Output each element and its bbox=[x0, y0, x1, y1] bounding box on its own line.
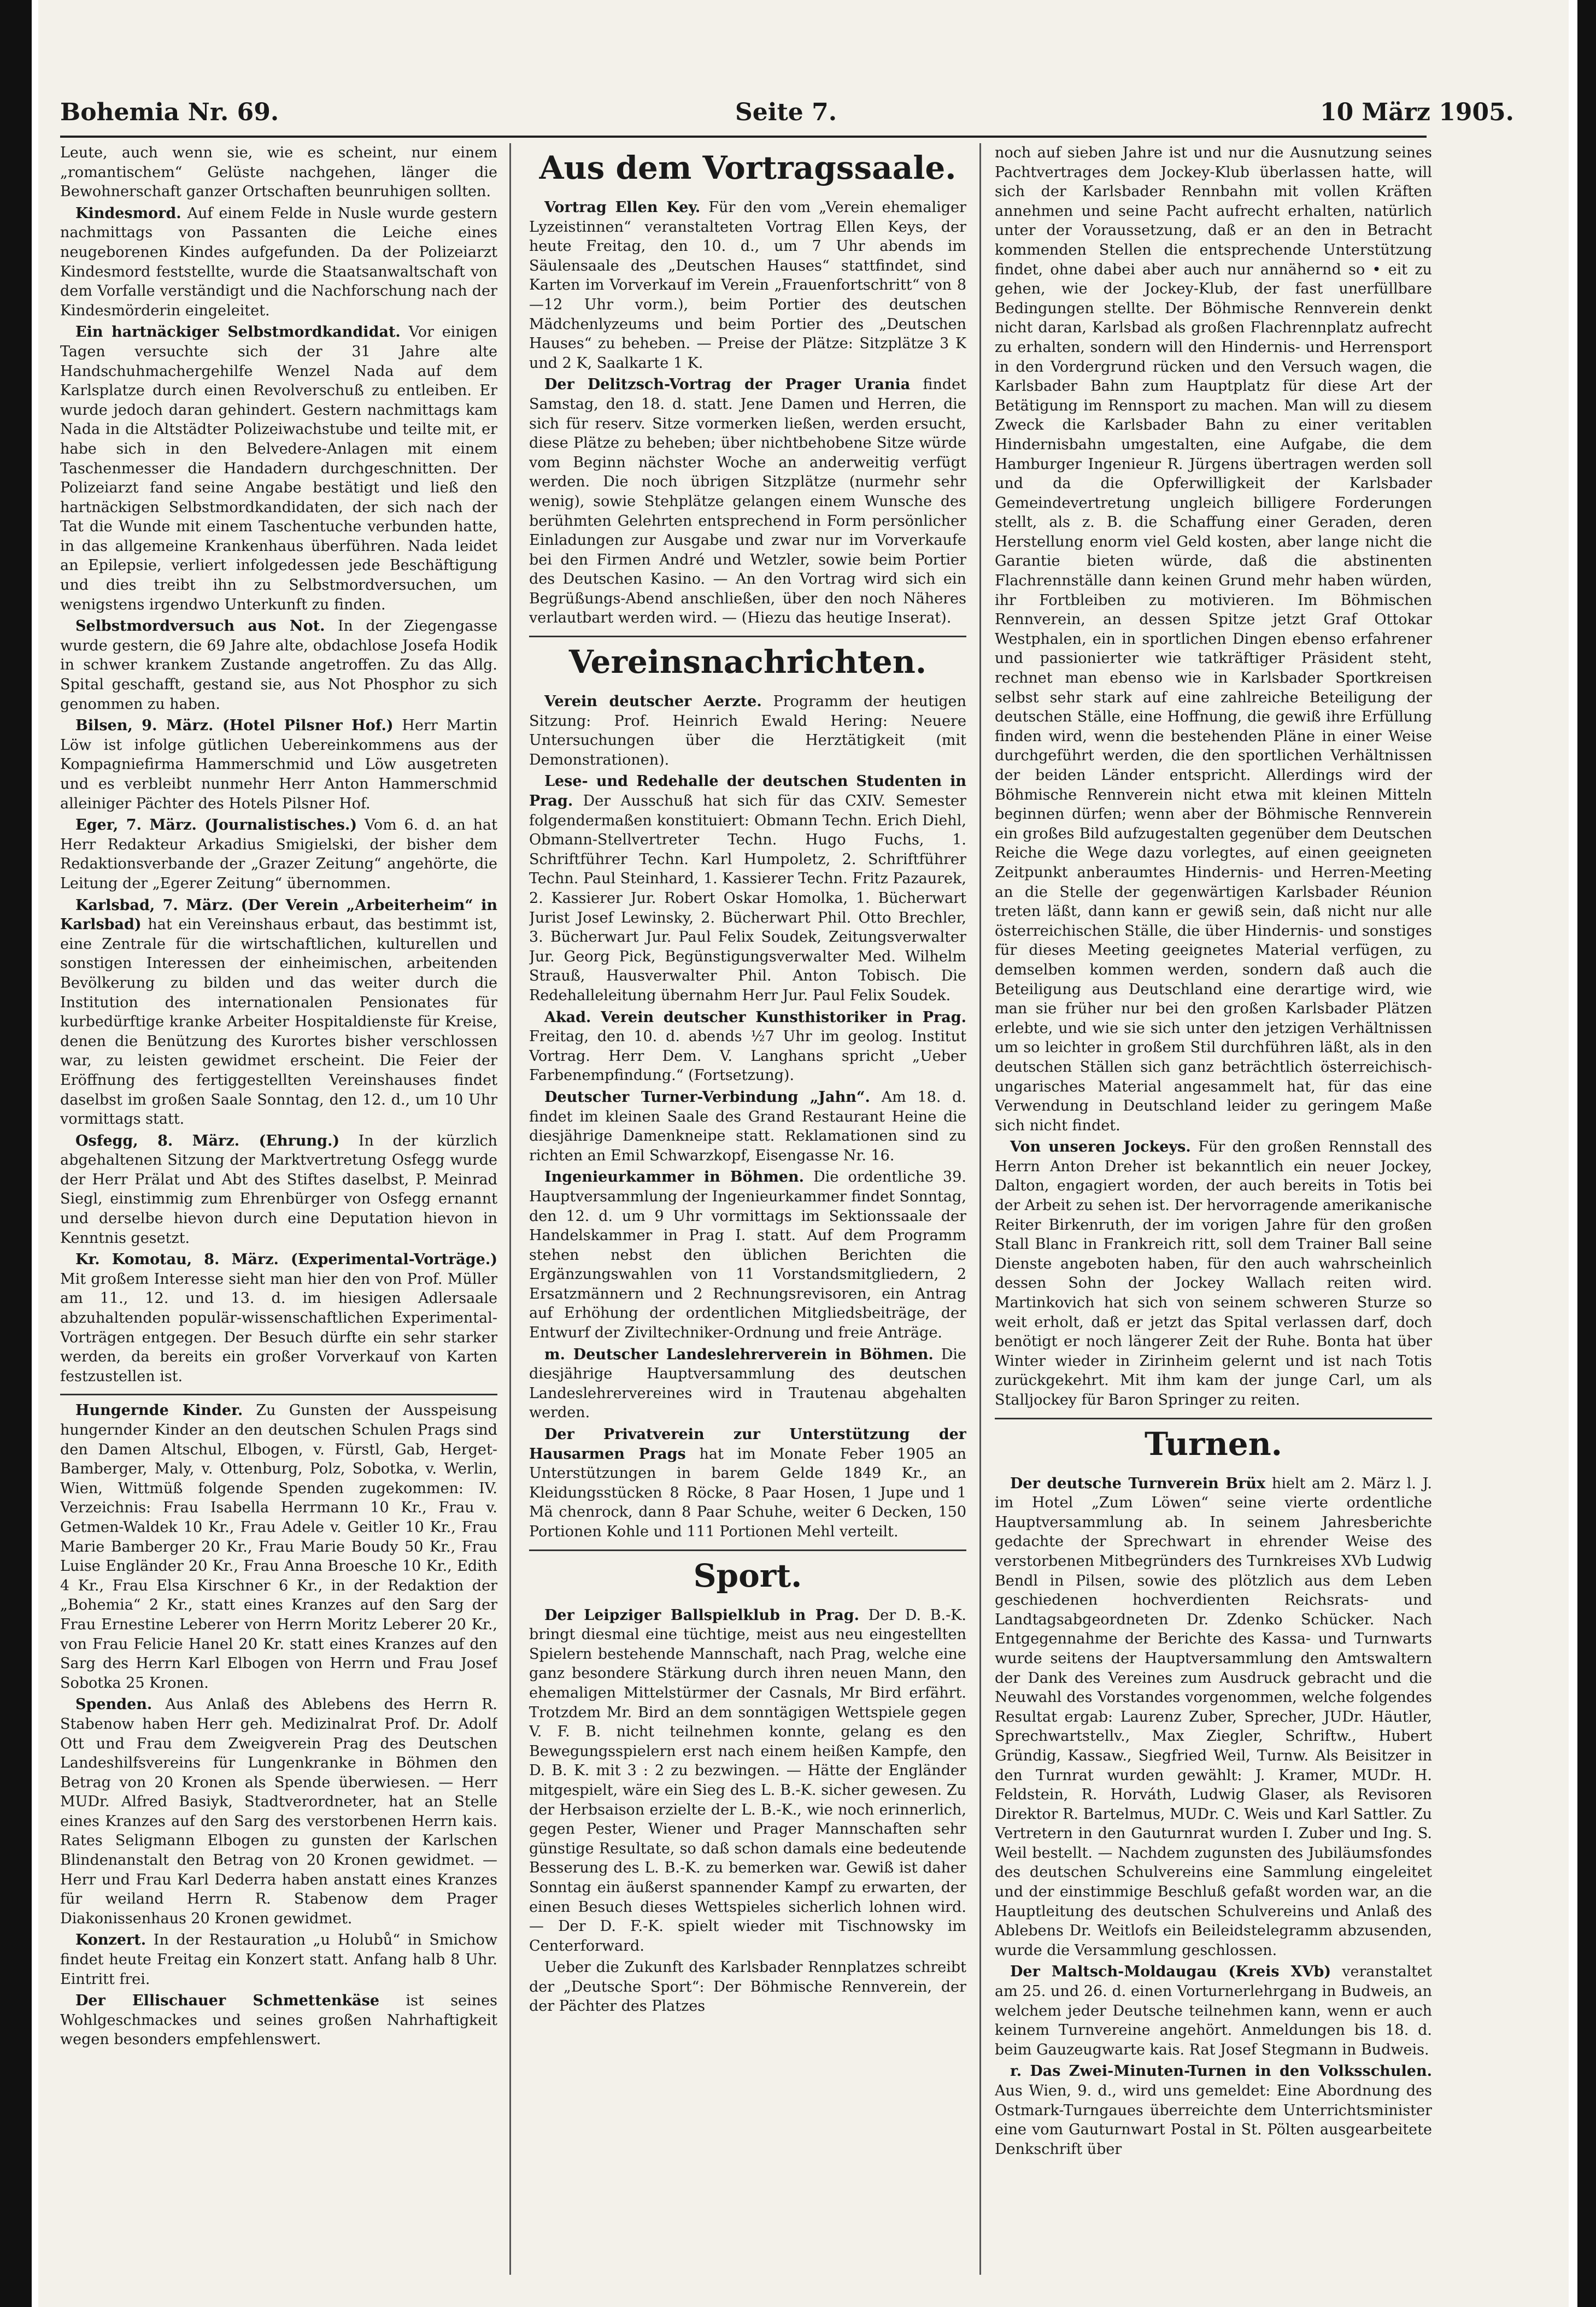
article-karlsbad: Karlsbad, 7. März. (Der Verein „Arbeiterheim“ in Karlsbad) hat ein Vereinshaus erbaut, das bestimmt ist, eine Zentrale für die wirtschaftlichen, kulturellen und sonstigen Interessen der einheimischen, arbeitenden Bevölkerung zu bilden und das weiter durch die Institution des internationalen Pensionates für kurbedürftige kranke Arbeiter Hospitaldienste für Kreise, denen die Benützung des Kurortes bisher verschlossen war, zu leisten gewidmet erscheint. Die Feier der Eröffnung des fertiggestellten Vereinshauses findet daselbst im großen Saale Sonntag, den 12. d., um 10 Uhr vormittags statt. bbox=[60, 896, 497, 1128]
section-heading-vereinsnachrichten: Vereinsnachrichten. bbox=[568, 643, 927, 681]
article-zwei-minuten-turnen: r. Das Zwei-Minuten-Turnen in den Volksschulen. Aus Wien, 9. d., wird uns gemeldet: Eine Abordnung des Ostmark-Turngaues überreichte dem Unterrichtsminister eine vom Gauturnwart Postal in St. Pölten ausgearbeitete Denkschrift über bbox=[995, 2063, 1432, 2158]
article-selbstmordversuch: Selbstmordversuch aus Not. In der Ziegengasse wurde gestern, die 69 Jahre alte, obdachlose Josefa Hodik in schwer krankem Zustande angetroffen. Zu das Allg. Spital geschafft, gestand sie, aus Not Phosphor zu sich genommen zu haben. bbox=[60, 618, 497, 713]
column-rule-1 bbox=[509, 143, 511, 2275]
article-selbstmordkandidat: Ein hartnäckiger Selbstmordkandidat. Vor einigen Tagen versuchte sich der 31 Jahre alte Handschuhmachergehilfe Wenzel Nada auf dem Karlsplatze durch einen Revolverschuß zu entleiben. Er wurde jedoch daran gehindert. Gestern nachmittags kam Nada in die Altstädter Polizeiwachstube und teilte mit, er habe sich in den Belvedere-Anlagen mit einem Taschenmesser die Handadern durchgeschnitten. Der Polizeiarzt fand seine Angabe bestätigt und ließ den hartnäckigen Selbstmordkandidaten, der sich nach der Tat die Wunde mit einem Taschentuche verbunden hatte, in das allgemeine Krankenhaus überführen. Nada leidet an Epilepsie, verliert infolgedessen jede Beschäftigung und dies treibt ihn zu Selbstmordversuchen, um wenigstens irgendwo Unterkunft zu finden. bbox=[60, 324, 497, 613]
article-landeslehrerverein: m. Deutscher Landeslehrerverein in Böhmen. Die diesjährige Hauptversammlung des deutschen Landeslehrervereines wird in Trautenau abgehalten werden. bbox=[529, 1346, 966, 1422]
article-privatverein: Der Privatverein zur Unterstützung der Hausarmen Prags hat im Monate Feber 1905 an Unterstützungen in barem Gelde 1849 Kr., an Kleidungsstücken 8 Röcke, 8 Paar Hosen, 1 Jupe und 1 Mä chenrock, dann 8 Paar Schuhe, weiter 6 Decken, 150 Portionen Kohle und 111 Portionen Mehl verteilt. bbox=[529, 1426, 966, 1540]
article-turnerverbindung: Deutscher Turner-Verbindung „Jahn“. Am 18. d. findet im kleinen Saale des Grand Restaurant Heine die diesjährige Damenkneipe statt. Reklamationen sind zu richten an Emil Schwarzkopf, Eisengasse Nr. 16. bbox=[529, 1088, 966, 1164]
section-divider bbox=[60, 1394, 497, 1395]
header-date: 10 März 1905. bbox=[1319, 98, 1514, 126]
header-rule bbox=[60, 136, 1427, 138]
article-ballspielklub: Der Leipziger Ballspielklub in Prag. Der D. B.-K. bringt diesmal eine tüchtige, meist aus neu eingestellten Spielern bestehende Mannschaft, nach Prag, welche eine ganz besondere Stärkung durch ihren neuen Mann, den ehemaligen Mittelstürmer der Casnals, Mr Bird erfährt. Trotzdem Mr. Bird an dem sonntägigen Wettspiele gegen V. F. B. nicht teilnehmen konnte, gelang es den Bewegungsspielern erst nach einem heißen Kampfe, den D. B. K. mit 3 : 2 zu bezwingen. — Hätte der Engländer mitgespielt, wäre ein Sieg des L. B.-K. sicher gewesen. Zu der Herbsaison erzielte der L. B.-K., wie noch erinnerlich, gegen Pester, Wiener und Prager Mannschaften sehr günstige Resultate, so daß schon damals eine bedeutende Besserung des L. B.-K. zu bemerken war. Gewiß ist daher Sonntag ein äußerst spannender Kampf zu erwarten, der einen Besuch dieses Wettspieles sicherlich lohnen wird. — Der D. F.-K. spielt wieder mit Tischnowsky im Centerforward. bbox=[529, 1606, 966, 1954]
column-2 bbox=[529, 143, 966, 2291]
article-ellen-key: Vortrag Ellen Key. Für den vom „Verein ehemaliger Lyzeistinnen“ veranstalteten Vortrag Ellen Keys, der heute Freitag, den 10. d., um 7 Uhr abends im Säulensaale des „Deutschen Hauses“ stattfindet, sind Karten im Vorverkauf im Verein „Frauenfortschritt“ von 8—12 Uhr vorm.), beim Portier des deutschen Mädchenlyzeums und beim Portier des „Deutschen Hauses“ zu beheben. — Preise der Plätze: Sitzplätze 3 K und 2 K, Saalkarte 1 K. bbox=[529, 199, 966, 372]
article-schmettenkaese: Der Ellischauer Schmettenkäse ist seines Wohlgeschmackes und seines großen Nahrhaftigkeit wegen besonders empfehlenswert. bbox=[60, 1992, 497, 2048]
article-hungernde-kinder: Hungernde Kinder. Zu Gunsten der Ausspeisung hungernder Kinder an den deutschen Schulen Prags sind den Damen Altschul, Elbogen, v. Fürstl, Gab, Herget-Bamberger, Maly, v. Ottenburg, Polz, Sobotka, v. Werlin, Wien, Wittmüß folgende Spenden zugekommen: IV. Verzeichnis: Frau Isabella Herrmann 10 Kr., Frau v. Getmen-Waldek 10 Kr., Frau Adele v. Geitler 10 Kr., Frau Marie Bamberger 20 Kr., Frau Marie Boudy 50 Kr., Frau Luise Engländer 20 Kr., Frau Anna Broesche 10 Kr., Edith 4 Kr., Frau Elsa Kirschner 6 Kr., in der Redaktion der „Bohemia“ 2 Kr., statt eines Kranzes auf den Sarg der Frau Ernestine Leberer von Herrn Moritz Leberer 20 Kr., von Frau Felicie Hanel 20 Kr. statt eines Kranzes auf den Sarg des Herrn Karl Elbogen von Herrn und Frau Josef Sobotka 25 Kronen. bbox=[60, 1402, 497, 1692]
article-redehalle: Lese- und Redehalle der deutschen Studenten in Prag. Der Ausschuß hat sich für das CXIV. Semester folgendermaßen konstituiert: Obmann Techn. Erich Diehl, Obmann-Stellvertreter Techn. Hugo Fuchs, 1. Schriftführer Techn. Karl Humpoletz, 2. Schriftführer Techn. Paul Steinhard, 1. Kassierer Techn. Fritz Pazaurek, 2. Kassierer Jur. Robert Oskar Homolka, 1. Bücherwart Jurist Josef Lewinsky, 2. Bücherwart Phil. Otto Brechler, 3. Bücherwart Jur. Paul Felix Soudek, Zeitungsverwalter Jur. Georg Pick, Begünstigungsverwalter Med. Wilhelm Strauß, Hausverwalter Phil. Anton Tobisch. Die Redehalleleitung übernahm Herr Jur. Paul Felix Soudek. bbox=[529, 773, 966, 1004]
article-karlsbader-rennplatz: Ueber die Zukunft des Karlsbader Rennplatzes schreibt der „Deutsche Sport“: Der Böhmische Rennverein, der der Pächter des Platzes bbox=[529, 1959, 966, 2015]
article-jockeys: Von unseren Jockeys. Für den großen Rennstall des Herrn Anton Dreher ist bekanntlich ein neuer Jockey, Dalton, engagiert worden, der auch bereits in Totis bei der Arbeit zu sehen ist. Der hervorragende amerikanische Reiter Birkenruth, der im vorigen Jahre für den großen Stall Blanc in Frankreich ritt, soll dem Trainer Ball seine Dienste angeboten haben, für den auch wahrscheinlich dessen Sohn der Jockey Wallach reiten wird. Martinkovich hat sich von seinem schweren Sturze so weit erholt, daß er jetzt das Spital verlassen darf, doch benötigt er noch längerer Zeit der Ruhe. Bonta hat über Winter wieder in Zirinheim gelernt und ist nach Totis zurückgekehrt. Mit ihm kam der junge Carl, um als Stalljockey für Baron Springer zu reiten. bbox=[995, 1138, 1432, 1408]
section-heading-vortragssaal: Aus dem Vortragssaale. bbox=[539, 149, 957, 186]
section-heading-sport: Sport. bbox=[693, 1557, 802, 1594]
article-rennplatz-continued: noch auf sieben Jahre ist und nur die Ausnutzung seines Pachtvertrages dem Jockey-Klub überlassen hatte, will sich der Karlsbader Rennbahn mit vollen Kräften annehmen und seine Pacht aufrecht erhalten, natürlich unter der Voraussetzung, daß er an den in Betracht kommenden Stellen die entsprechende Unterstützung findet, ohne dabei aber auch nur annähernd so • eit zu gehen, wie der Jockey-Klub, der fast unerfüllbare Bedingungen stellte. Der Böhmische Rennverein denkt nicht daran, Karlsbad als großen Flachrennplatz aufrecht zu erhalten, sondern will den Hindernis- und Herrensport in den Vordergrund rücken und den Versuch wagen, die Karlsbader Bahn zum Hauptplatz für diese Art der Betätigung im Rennsport zu machen. Man will zu diesem Zweck die Karlsbader Bahn zu einer veritablen Hindernisbahn umgestalten, eine Aufgabe, die dem Hamburger Ingenieur R. Jürgens übertragen werden soll und da die Opferwilligkeit der Karlsbader Gemeindevertretung ungleich billigere Forderungen stellt, als z. B. die Schaffung einer Geraden, deren Herstellung enorm viel Geld kosten, aber lange nicht die Garantie bieten würde, daß die abstinenten Flachrennställe dann keinen Grund mehr haben würden, ihr Fortbleiben zu motivieren. Im Böhmischen Rennverein, an dessen Spitze jetzt Graf Ottokar Westphalen, ein in sportlichen Dingen ebenso erfahrener und passionierter wie tatkräftiger Präsident steht, rechnet man ebenso wie in Karlsbader Sportkreisen selbst sehr stark auf eine zahlreiche Beteiligung der deutschen Ställe, eine Hoffnung, die gewiß ihre Erfüllung finden wird, wenn die bestehenden Pläne in einer Weise durchgeführt werden, die den sportlichen Verhältnissen der beiden Länder entspricht. Allerdings wird der Böhmische Rennverein nicht etwa mit kleinen Mitteln beginnen dürfen; wenn aber der Böhmische Rennverein ein großes Bild aufzugestalten gegenüber dem Deutschen Reiche die Wege dazu vorlegtes, auf einen geeigneten Zeitpunkt anberaumtes Hindernis- und Herren-Meeting an die Stelle der gegenwärtigen Karlsbader Réunion treten läßt, dann kann er gewiß sein, daß nicht nur alle österreichischen Ställe, die über Hindernis- und sonstiges für dieses Meeting geeignetes Material verfügen, zu demselben kommen werden, sondern daß auch die Beteiligung aus Deutschland eine derartige wird, wie man sie früher nur bei den großen Karlsbader Plätzen erlebte, und wie sie sich unter den jetzigen Verhältnissen um so leichter in großem Stil durchführen läßt, als in den deutschen Ställen sich ganz beträchtlich österreichisch-ungarisches Material angesammelt hat, für das eine Verwendung in Deutschland leider zu geringem Maße sich nicht findet. bbox=[995, 144, 1432, 1134]
article-eger: Eger, 7. März. (Journalistisches.) Vom 6. d. an hat Herr Redakteur Arkadius Smigielski, der bisher dem Redaktionsverbande der „Grazer Zeitung“ angehörte, die Leitung der „Egerer Zeitung“ übernommen. bbox=[60, 817, 497, 892]
article-ossegg: Osfegg, 8. März. (Ehrung.) In der kürzlich abgehaltenen Sitzung der Marktvertretung Osfegg wurde der Herr Prälat und Abt des Stiftes daselbst, P. Meinrad Siegl, einstimmig zum Ehrenbürger von Osfegg ernannt und derselbe hievon durch eine Deputation hievon in Kenntnis gesetzt. bbox=[60, 1132, 497, 1247]
article-ingenieurkammer: Ingenieurkammer in Böhmen. Die ordentliche 39. Hauptversammlung der Ingenieurkammer findet Sonntag, den 12. d. um 9 Uhr vormittags im Sektionssaale der Handelskammer in Prag I. statt. Auf dem Programm stehen nebst den üblichen Berichten die Ergänzungswahlen von 11 Vorstandsmitgliedern, 2 Ersatzmännern und 2 Rechnungsrevisoren, ein Antrag auf Erhöhung der ordentlichen Mitgliedsbeiträge, der Entwurf der Ziviltechniker-Ordnung und freie Anträge. bbox=[529, 1169, 966, 1342]
section-heading-turnen: Turnen. bbox=[1145, 1425, 1282, 1463]
article-kunsthistoriker: Akad. Verein deutscher Kunsthistoriker in Prag. Freitag, den 10. d. abends ½7 Uhr im geolog. Institut Vortrag. Herr Dem. V. Langhans spricht „Ueber Farbenempfindung.“ (Fortsetzung). bbox=[529, 1008, 966, 1084]
article-moldaugau: Der Maltsch-Moldaugau (Kreis XVb) veranstaltet am 25. und 26. d. einen Vorturnerlehrgang in Budweis, an welchem jeder Deutsche teilnehmen kann, wenn er auch keinem Turnvereine angehört. Anmeldungen bis 18. d. beim Gauzeugwarte kais. Rat Josef Stegmann in Budweis. bbox=[995, 1963, 1432, 2058]
header-issue: Bohemia Nr. 69. bbox=[60, 98, 279, 126]
scan-border-left bbox=[0, 0, 32, 2307]
scan-border-right bbox=[1577, 0, 1596, 2307]
article-komotau: Kr. Komotau, 8. März. (Experimental-Vorträge.) Mit großem Interesse sieht man hier den von Prof. Müller am 11., 12. und 13. d. im hiesigen Adlersaale abzuhaltenden populär-wissenschaftlichen Experimental-Vorträgen entgegen. Der Besuch dürfte ein sehr starker werden, da bereits ein großer Vorverkauf von Karten festzustellen ist. bbox=[60, 1251, 497, 1385]
article-pilsen: Bilsen, 9. März. (Hotel Pilsner Hof.) Herr Martin Löw ist infolge gütlichen Uebereinkommens aus der Kompagniefirma Hammerschmid und Löw ausgetreten und es verbleibt nunmehr Herr Anton Hammerschmid alleiniger Pächter des Hotels Pilsner Hof. bbox=[60, 717, 497, 812]
article-paragraph: Leute, auch wenn sie, wie es scheint, nur einem „romantischem“ Gelüste nachgehen, länger die Bewohnerschaft ganzer Ortschaften beunruhigen sollten. bbox=[60, 144, 497, 201]
article-konzert: Konzert. In der Restauration „u Holubů“ in Smichow findet heute Freitag ein Konzert statt. Anfang halb 8 Uhr. Eintritt frei. bbox=[60, 1932, 497, 1988]
article-aerzte: Verein deutscher Aerzte. Programm der heutigen Sitzung: Prof. Heinrich Ewald Hering: Neuere Untersuchungen über die Herztätigkeit (mit Demonstrationen). bbox=[529, 693, 966, 768]
article-delitzsch: Der Delitzsch-Vortrag der Prager Urania findet Samstag, den 18. d. statt. Jene Damen und Herren, die sich für reserv. Sitze vormerken ließen, werden ersucht, diese Plätze zu beheben; über nichtbehobene Sitze würde vom Beginn nächster Woche an anderweitig verfügt werden. Die noch übrigen Sitzplätze (nurmehr sehr wenig), sowie Stehplätze gelangen einem Wunsche des berühmten Gelehrten entsprechend in Form persönlicher Einladungen zur Ausgabe und zwar nur im Vorverkaufe bei den Firmen André und Wetzler, sowie beim Portier des Deutschen Kasino. — An den Vortrag wird sich ein Begrüßungs-Abend anschließen, über den noch Näheres verlautbart werden wird. — (Hiezu das heutige Inserat). bbox=[529, 376, 966, 627]
column-rule-2 bbox=[979, 143, 981, 2275]
section-divider bbox=[529, 1549, 966, 1551]
article-spenden: Spenden. Aus Anlaß des Ablebens des Herrn R. Stabenow haben Herr geh. Medizinalrat Prof. Dr. Adolf Ott und Frau dem Zweigverein Prag des Deutschen Landeshilfsvereins für Lungenkranke in Böhmen den Betrag von 20 Kronen als Spende überwiesen. — Herr MUDr. Alfred Basiyk, Stadtverordneter, hat an Stelle eines Kranzes auf den Sarg des verstorbenen Herrn kais. Rates Seligmann Elbogen zu gunsten der Karlschen Blindenanstalt den Betrag von 20 Kronen gewidmet. — Herr und Frau Karl Dederra haben anstatt eines Kranzes für weiland Herrn R. Stabenow dem Prager Diakonissenhaus 20 Kronen gewidmet. bbox=[60, 1696, 497, 1927]
column-3 bbox=[995, 143, 1432, 2291]
section-divider bbox=[529, 636, 966, 637]
article-turnverein-bruex: Der deutsche Turnverein Brüx hielt am 2. März l. J. im Hotel „Zum Löwen“ seine vierte ordentliche Hauptversammlung ab. In seinem Jahresberichte gedachte der Sprechwart in ehrender Weise des verstorbenen Mitbegründers des Turnkreises XVb Ludwig Bendl in Pilsen, sowie des plötzlich aus dem Leben geschiedenen hochverdienten Reichsrats- und Landtagsabgeordneten Dr. Zdenko Schücker. Nach Entgegennahme der Berichte des Kassa- und Turnwarts wurde seitens der Hauptversammlung den Amtswaltern der Dank des Vereines zum Ausdruck gebracht und die Neuwahl des Vorstandes vorgenommen, welche folgendes Resultat ergab: Laurenz Zuber, Sprecher, JUDr. Häutler, Sprechwartstellv., Max Ziegler, Schriftw., Hubert Gründig, Kassaw., Siegfried Weil, Turnw. Als Beisitzer in den Turnrat wurden gewählt: J. Kramer, MUDr. H. Feldstein, R. Horváth, Ludwig Glaser, als Revisoren Direktor R. Bartelmus, MUDr. C. Weis und Karl Sattler. Zu Vertretern in den Gauturnrat wurden I. Zuber und Ing. S. Weil bestellt. — Nachdem zugunsten des Jubiläumsfondes des deutschen Schulvereins eine Sammlung eingeleitet und der einstimmige Beschluß gefaßt worden war, an die Hauptleitung des deutschen Schulvereins und Anlaß des Ablebens Dr. Weitlofs ein Beileidstelegramm abzusenden, wurde die Versammlung geschlossen. bbox=[995, 1475, 1432, 1959]
article-kindesmord: Kindesmord. Auf einem Felde in Nusle wurde gestern nachmittags von Passanten die Leiche eines neugeborenen Kindes aufgefunden. Da der Polizeiarzt Kindesmord feststellte, wurde die Staatsanwaltschaft von dem Vorfalle verständigt und die Nachforschung nach der Kindesmörderin eingeleitet. bbox=[60, 204, 497, 319]
section-divider bbox=[995, 1418, 1432, 1419]
column-1 bbox=[60, 143, 497, 2291]
header-page-number: Seite 7. bbox=[735, 98, 837, 126]
